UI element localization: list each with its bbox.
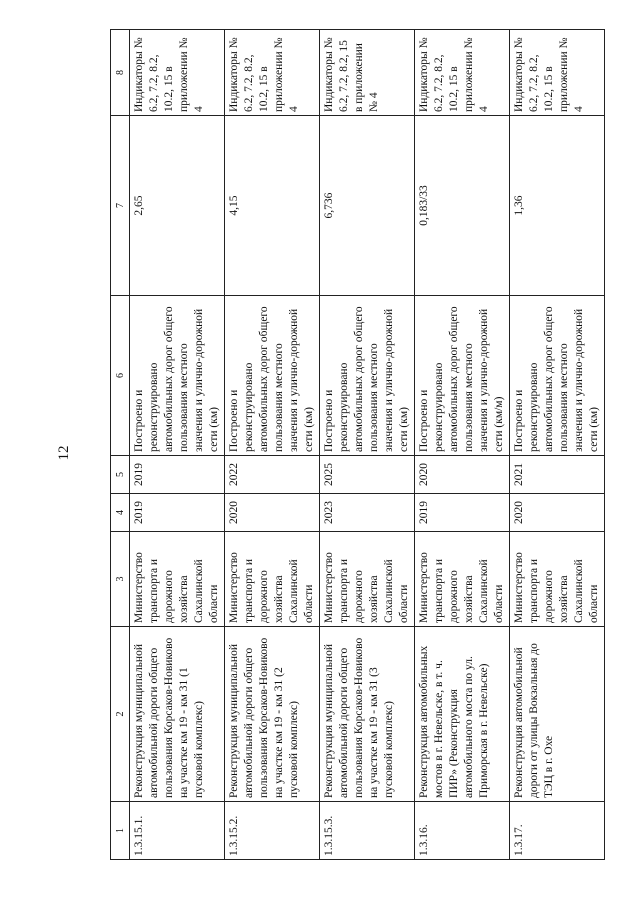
header-cell: 2 <box>111 627 130 802</box>
header-cell: 3 <box>111 532 130 627</box>
table-row <box>130 30 225 860</box>
row-start-year: 2019 <box>130 494 225 532</box>
row-start-year: 2020 <box>225 494 320 532</box>
row-indicators: Индикаторы № 6.2, 7.2, 8.2, 10.2, 15 в приложении № 4 <box>510 30 605 116</box>
header-cell: 8 <box>111 30 130 116</box>
row-start-year: 2020 <box>510 494 605 532</box>
row-code: 1.3.15.2. <box>225 802 320 860</box>
table-row <box>415 30 510 860</box>
row-result: Построено и реконструировано автомобильных дорог общего пользования местного значения и улично-дорожной сети (км) <box>510 296 605 456</box>
row-indicators: Индикаторы № 6.2, 7.2, 8.2, 10.2, 15 в приложении № 4 <box>415 30 510 116</box>
row-value: 0,183/33 <box>415 116 510 296</box>
header-cell: 7 <box>111 116 130 296</box>
row-executor: Министерство транспорта и дорожного хозяйства Сахалинской области <box>130 532 225 627</box>
row-result: Построено и реконструировано автомобильных дорог общего пользования местного значения и улично-дорожной сети (км) <box>130 296 225 456</box>
row-executor: Министерство транспорта и дорожного хозяйства Сахалинской области <box>320 532 415 627</box>
row-value: 2,65 <box>130 116 225 296</box>
row-start-year: 2023 <box>320 494 415 532</box>
program-table <box>110 29 605 860</box>
row-name: Реконструкция муниципальной автомобильной дороги общего пользования Корсаков-Новиково на участке км 19 - км 31 (3 пусковой комплекс) <box>320 627 415 802</box>
table-row <box>225 30 320 860</box>
header-row <box>111 30 130 860</box>
header-cell: 5 <box>111 456 130 494</box>
row-name: Реконструкция автомобильных мостов в г. Невельске, в т. ч. ПИР» (Реконструкция автомобильного моста по ул. Приморская в г. Невельске) <box>415 627 510 802</box>
row-name: Реконструкция автомобильной дороги от улицы Вокзальная до ТЭЦ в г. Охе <box>510 627 605 802</box>
row-executor: Министерство транспорта и дорожного хозяйства Сахалинской области <box>415 532 510 627</box>
row-end-year: 2021 <box>510 456 605 494</box>
row-name: Реконструкция муниципальной автомобильной дороги общего пользования Корсаков-Новиково на участке км 19 - км 31 (2 пусковой комплекс) <box>225 627 320 802</box>
row-code: 1.3.15.1. <box>130 802 225 860</box>
row-end-year: 2025 <box>320 456 415 494</box>
row-end-year: 2020 <box>415 456 510 494</box>
header-cell: 6 <box>111 296 130 456</box>
row-value: 6,736 <box>320 116 415 296</box>
row-result: Построено и реконструировано автомобильных дорог общего пользования местного значения и улично-дорожной сети (км/м) <box>415 296 510 456</box>
rotated-table-container <box>110 30 600 860</box>
row-value: 4,15 <box>225 116 320 296</box>
row-name: Реконструкция муниципальной автомобильной дороги общего пользования Корсаков-Новиково на участке км 19 - км 31 (1 пусковой комплекс) <box>130 627 225 802</box>
row-executor: Министерство транспорта и дорожного хозяйства Сахалинской области <box>510 532 605 627</box>
row-indicators: Индикаторы № 6.2, 7.2, 8.2, 15 в приложении № 4 <box>320 30 415 116</box>
table-row <box>320 30 415 860</box>
row-result: Построено и реконструировано автомобильных дорог общего пользования местного значения и улично-дорожной сети (км) <box>225 296 320 456</box>
row-code: 1.3.15.3. <box>320 802 415 860</box>
row-code: 1.3.17. <box>510 802 605 860</box>
row-executor: Министерство транспорта и дорожного хозяйства Сахалинской области <box>225 532 320 627</box>
row-start-year: 2019 <box>415 494 510 532</box>
row-end-year: 2022 <box>225 456 320 494</box>
header-cell: 1 <box>111 802 130 860</box>
header-cell: 4 <box>111 494 130 532</box>
row-result: Построено и реконструировано автомобильных дорог общего пользования местного значения и улично-дорожной сети (км) <box>320 296 415 456</box>
page-number: 12 <box>56 445 72 461</box>
row-indicators: Индикаторы № 6.2, 7.2, 8.2, 10.2, 15 в приложении № 4 <box>130 30 225 116</box>
row-end-year: 2019 <box>130 456 225 494</box>
table-row <box>510 30 605 860</box>
row-indicators: Индикаторы № 6.2, 7.2, 8.2, 10.2, 15 в приложении № 4 <box>225 30 320 116</box>
row-value: 1,36 <box>510 116 605 296</box>
row-code: 1.3.16. <box>415 802 510 860</box>
